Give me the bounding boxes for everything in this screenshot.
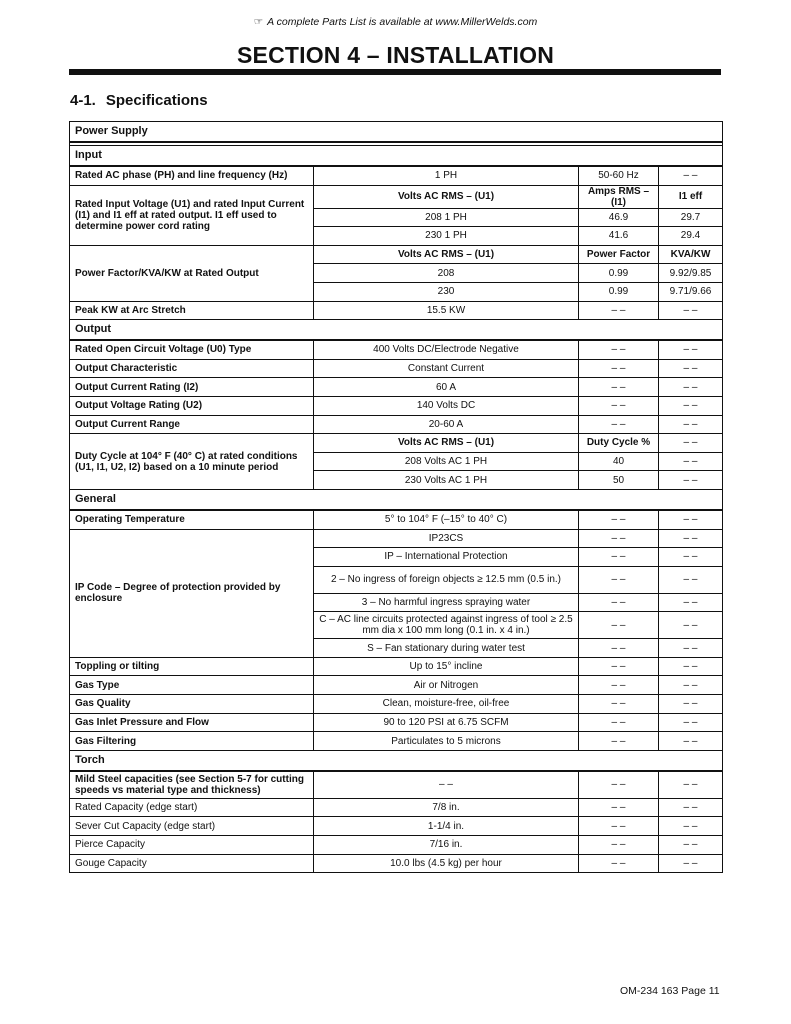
cell-value: – – xyxy=(579,817,659,836)
table-row xyxy=(70,529,723,548)
row-label: Rated Capacity (edge start) xyxy=(70,798,314,817)
cell-value: – – xyxy=(659,612,723,639)
row-label: Rated Input Voltage (U1) and rated Input Current (I1) and I1 eff at rated output. I1 eff used to determine power cord rating xyxy=(70,185,314,245)
cell-value: 230 xyxy=(314,282,579,301)
section-row-power-supply xyxy=(70,122,723,143)
table-row xyxy=(70,836,723,855)
section-row-general xyxy=(70,489,723,510)
cell-value: – – xyxy=(659,657,723,676)
cell-value: 29.7 xyxy=(659,208,723,227)
cell-value: – – xyxy=(659,471,723,490)
cell-value: – – xyxy=(659,676,723,695)
row-label: Rated AC phase (PH) and line frequency (Hz) xyxy=(70,166,314,185)
subsection-heading xyxy=(70,92,208,109)
table-row xyxy=(70,854,723,873)
table-row xyxy=(70,166,723,185)
table-row xyxy=(70,732,723,751)
row-label: IP Code – Degree of protection provided by enclosure xyxy=(70,529,314,657)
cell-value: – – xyxy=(579,340,659,359)
row-label: Peak KW at Arc Stretch xyxy=(70,301,314,320)
cell-value: – – xyxy=(579,593,659,612)
row-label: Operating Temperature xyxy=(70,510,314,529)
cell-value: – – xyxy=(659,732,723,751)
cell-value: – – xyxy=(579,415,659,434)
row-label: Sever Cut Capacity (edge start) xyxy=(70,817,314,836)
column-header: Volts AC RMS – (U1) xyxy=(314,434,579,453)
column-header: Power Factor xyxy=(579,245,659,264)
column-header: Volts AC RMS – (U1) xyxy=(314,245,579,264)
cell-value: – – xyxy=(579,713,659,732)
cell-value: 41.6 xyxy=(579,227,659,246)
cell-value: – – xyxy=(579,510,659,529)
row-label: Output Current Range xyxy=(70,415,314,434)
cell-value: – – xyxy=(579,798,659,817)
section-label: Output xyxy=(70,320,723,341)
cell-value: – – xyxy=(659,836,723,855)
cell-value: – – xyxy=(659,854,723,873)
cell-value: 1-1/4 in. xyxy=(314,817,579,836)
cell-value: – – xyxy=(659,452,723,471)
cell-value: – – xyxy=(659,695,723,714)
cell-value: Air or Nitrogen xyxy=(314,676,579,695)
cell-value: 40 xyxy=(579,452,659,471)
row-label: Gouge Capacity xyxy=(70,854,314,873)
cell-value: – – xyxy=(579,301,659,320)
cell-value: 7/16 in. xyxy=(314,836,579,855)
section-row-input xyxy=(70,146,723,167)
row-label: Power Factor/KVA/KW at Rated Output xyxy=(70,245,314,301)
cell-value: 50 xyxy=(579,471,659,490)
section-label: Power Supply xyxy=(70,122,723,143)
table-row xyxy=(70,676,723,695)
section-title: SECTION 4 – INSTALLATION xyxy=(236,42,555,68)
cell-value: 208 xyxy=(314,264,579,283)
cell-value: 90 to 120 PSI at 6.75 SCFM xyxy=(314,713,579,732)
cell-value: 208 1 PH xyxy=(314,208,579,227)
cell-value: – – xyxy=(579,695,659,714)
section-row-torch xyxy=(70,750,723,771)
table-row xyxy=(70,695,723,714)
cell-value: – – xyxy=(579,639,659,658)
cell-value: – – xyxy=(659,434,723,453)
column-header: Volts AC RMS – (U1) xyxy=(314,185,579,208)
cell-value: 1 PH xyxy=(314,166,579,185)
table-row xyxy=(70,415,723,434)
subsection-title: Specifications xyxy=(105,92,208,109)
cell-value: – – xyxy=(579,529,659,548)
row-label: Duty Cycle at 104° F (40° C) at rated conditions (U1, I1, U2, I2) based on a 10 minute period xyxy=(70,434,314,490)
specifications-table xyxy=(69,121,723,873)
cell-value: – – xyxy=(659,593,723,612)
parts-list-note xyxy=(0,16,791,28)
cell-value: S – Fan stationary during water test xyxy=(314,639,579,658)
cell-value: 15.5 KW xyxy=(314,301,579,320)
table-row xyxy=(70,301,723,320)
row-label: Output Current Rating (I2) xyxy=(70,378,314,397)
cell-value: 60 A xyxy=(314,378,579,397)
column-header: I1 eff xyxy=(659,185,723,208)
cell-value: 2 – No ingress of foreign objects ≥ 12.5 mm (0.5 in.) xyxy=(314,566,579,593)
cell-value: 400 Volts DC/Electrode Negative xyxy=(314,340,579,359)
table-row xyxy=(70,713,723,732)
cell-value: Constant Current xyxy=(314,359,579,378)
cell-value: – – xyxy=(659,566,723,593)
cell-value: 9.92/9.85 xyxy=(659,264,723,283)
cell-value: – – xyxy=(659,817,723,836)
cell-value: – – xyxy=(579,657,659,676)
row-label: Output Voltage Rating (U2) xyxy=(70,396,314,415)
cell-value: – – xyxy=(659,166,723,185)
row-label: Mild Steel capacities (see Section 5-7 for cutting speeds vs material type and thickness) xyxy=(70,771,314,799)
page-footer: OM-234 163 Page 11 xyxy=(620,985,720,997)
table-row xyxy=(70,340,723,359)
cell-value: 29.4 xyxy=(659,227,723,246)
cell-value: IP23CS xyxy=(314,529,579,548)
cell-value: Up to 15° incline xyxy=(314,657,579,676)
table-row xyxy=(70,798,723,817)
cell-value: 3 – No harmful ingress spraying water xyxy=(314,593,579,612)
cell-value: – – xyxy=(659,713,723,732)
cell-value: – – xyxy=(579,566,659,593)
section-label: General xyxy=(70,489,723,510)
cell-value: – – xyxy=(659,798,723,817)
row-label: Gas Filtering xyxy=(70,732,314,751)
cell-value: – – xyxy=(579,732,659,751)
table-row xyxy=(70,185,723,208)
cell-value: 5° to 104° F (–15° to 40° C) xyxy=(314,510,579,529)
table-row xyxy=(70,771,723,799)
cell-value: IP – International Protection xyxy=(314,548,579,567)
cell-value: 230 1 PH xyxy=(314,227,579,246)
section-label: Input xyxy=(70,146,723,167)
cell-value: 140 Volts DC xyxy=(314,396,579,415)
cell-value: – – xyxy=(659,378,723,397)
row-label: Gas Quality xyxy=(70,695,314,714)
cell-value: 10.0 lbs (4.5 kg) per hour xyxy=(314,854,579,873)
table-row xyxy=(70,817,723,836)
table-row xyxy=(70,378,723,397)
row-label: Output Characteristic xyxy=(70,359,314,378)
column-header: KVA/KW xyxy=(659,245,723,264)
cell-value: Particulates to 5 microns xyxy=(314,732,579,751)
cell-value: 0.99 xyxy=(579,264,659,283)
row-label: Gas Type xyxy=(70,676,314,695)
cell-value: C – AC line circuits protected against ingress of tool ≥ 2.5 mm dia x 100 mm long (0.1 in. x 4 in.) xyxy=(314,612,579,639)
table-row xyxy=(70,510,723,529)
cell-value: 0.99 xyxy=(579,282,659,301)
cell-value: 50-60 Hz xyxy=(579,166,659,185)
subsection-number: 4-1. xyxy=(70,92,96,109)
row-label: Gas Inlet Pressure and Flow xyxy=(70,713,314,732)
cell-value: – – xyxy=(579,378,659,397)
column-header: Duty Cycle % xyxy=(579,434,659,453)
section-label: Torch xyxy=(70,750,723,771)
cell-value: Clean, moisture-free, oil-free xyxy=(314,695,579,714)
cell-value: 7/8 in. xyxy=(314,798,579,817)
cell-value: – – xyxy=(579,836,659,855)
cell-value: – – xyxy=(659,396,723,415)
table-row xyxy=(70,434,723,453)
column-header: Amps RMS – (I1) xyxy=(579,185,659,208)
table-row xyxy=(70,396,723,415)
cell-value: 230 Volts AC 1 PH xyxy=(314,471,579,490)
cell-value: – – xyxy=(579,771,659,799)
cell-value: – – xyxy=(579,548,659,567)
cell-value: – – xyxy=(659,415,723,434)
cell-value: – – xyxy=(579,612,659,639)
cell-value: – – xyxy=(579,396,659,415)
row-label: Pierce Capacity xyxy=(70,836,314,855)
cell-value: – – xyxy=(659,639,723,658)
cell-value: – – xyxy=(579,359,659,378)
cell-value: – – xyxy=(659,359,723,378)
pointing-hand-icon: ☞ xyxy=(253,16,264,28)
table-row xyxy=(70,245,723,264)
row-label: Rated Open Circuit Voltage (U0) Type xyxy=(70,340,314,359)
cell-value: 20-60 A xyxy=(314,415,579,434)
cell-value: – – xyxy=(659,529,723,548)
cell-value: – – xyxy=(659,301,723,320)
cell-value: 46.9 xyxy=(579,208,659,227)
parts-list-note-text: A complete Parts List is available at www.MillerWelds.com xyxy=(267,16,538,28)
table-row xyxy=(70,359,723,378)
cell-value: – – xyxy=(659,340,723,359)
cell-value: 208 Volts AC 1 PH xyxy=(314,452,579,471)
cell-value: 9.71/9.66 xyxy=(659,282,723,301)
row-label: Toppling or tilting xyxy=(70,657,314,676)
section-row-output xyxy=(70,320,723,341)
cell-value: – – xyxy=(579,854,659,873)
cell-value: – – xyxy=(579,676,659,695)
cell-value: – – xyxy=(659,771,723,799)
cell-value: – – xyxy=(314,771,579,799)
cell-value: – – xyxy=(659,510,723,529)
table-row xyxy=(70,657,723,676)
title-rule xyxy=(69,69,721,75)
cell-value: – – xyxy=(659,548,723,567)
